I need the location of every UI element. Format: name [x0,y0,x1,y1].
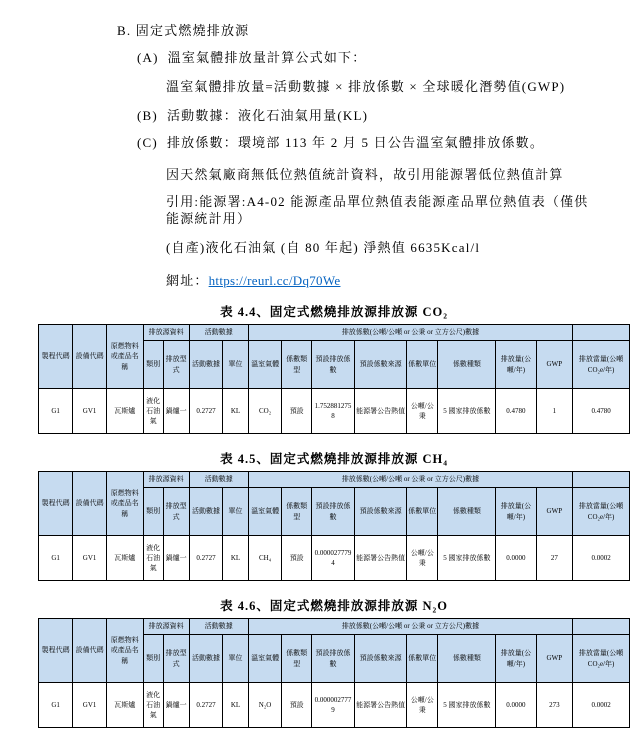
col-header-emission-amount: 排放量(公噸/年) [496,488,536,536]
cell-default-coef: 0.0000277794 [311,536,354,581]
note-paragraph-2: 引用:能源署:A4-02 能源產品單位熱值表能源產品單位熱值表（僅供能源統計用） [166,194,589,226]
cell-coef-source: 能源署公告熱值 [355,536,407,581]
cell-category: 液化石油氣 [143,389,163,434]
col-header-coef-type: 係數類型 [282,635,312,683]
cell-ghg: N₂O [248,683,282,728]
col-header-emission-type: 排放型式 [163,341,189,389]
col-header-blank [573,325,630,341]
col-header-emission-type: 排放型式 [163,488,189,536]
table-section-n2o [38,596,630,728]
table-row [39,389,630,434]
cell-equipment-code: GV1 [73,536,107,581]
col-header-coef-unit: 係數單位 [407,488,438,536]
table-title-ch4: 表 4.5、固定式燃燒排放源排放源 CH₄ [220,452,448,466]
col-header-coef-kind: 係數種類 [438,341,496,389]
col-header-coef-kind: 係數種類 [438,488,496,536]
col-header-ghg: 溫室氣體 [248,635,282,683]
col-header-category: 類別 [143,488,163,536]
url-label: 網址： [166,273,209,288]
item-c-text: 排放係數：環境部 113 年 2 月 5 日公告溫室氣體排放係數。 [166,135,545,150]
cell-emission-amount: 0.4780 [496,389,536,434]
cell-gwp: 273 [536,683,573,728]
cell-material-name: 瓦斯爐 [106,389,143,434]
item-a-text: 溫室氣體排放量計算公式如下： [167,50,367,65]
table-section-co2 [38,302,630,434]
col-header-unit: 單位 [223,488,248,536]
table-row [39,536,630,581]
emissions-table-ch4 [38,471,630,581]
cell-activity-data: 0.2727 [189,389,223,434]
item-b-text: 活動數據：液化石油氣用量(KL) [166,108,369,123]
col-group-source-info: 排放源資料 [143,472,189,488]
col-header-equipment-code: 設備代碼 [73,619,107,683]
col-header-default-coef: 預設排放係數 [311,635,354,683]
col-header-default-coef: 預設排放係數 [311,488,354,536]
col-group-activity-data: 活動數據 [189,472,248,488]
col-header-coef-type: 係數類型 [282,488,312,536]
col-header-category: 類別 [143,341,163,389]
intro-text-block [117,22,597,299]
cell-process-code: G1 [39,536,73,581]
cell-coef-kind: 5 國家排放係數 [438,683,496,728]
reference-link[interactable]: https://reurl.cc/Dq70We [208,273,341,288]
col-group-emission-factor-data: 排放係數(公噸/公噸 or 公秉 or 立方公尺)數據 [248,325,572,341]
note-paragraph-3: (自產)液化石油氣 (自 80 年起) 淨熱值 6635Kcal/l [166,240,481,255]
cell-coef-unit: 公噸/公秉 [407,536,438,581]
col-group-emission-factor-data: 排放係數(公噸/公噸 or 公秉 or 立方公尺)數據 [248,619,572,635]
col-header-material-name: 原燃物料或產品名稱 [106,619,143,683]
cell-default-coef: 1.7528812758 [311,389,354,434]
cell-coef-type: 預設 [282,389,312,434]
item-a-label: (A) [137,50,159,65]
col-header-gwp: GWP [536,488,573,536]
col-header-material-name: 原燃物料或產品名稱 [106,325,143,389]
col-header-category: 類別 [143,635,163,683]
col-header-gwp: GWP [536,341,573,389]
cell-unit: KL [223,389,248,434]
cell-process-code: G1 [39,389,73,434]
col-header-co2e: 排放當量(公噸 CO₂e/年) [573,488,630,536]
cell-coef-source: 能源署公告熱值 [355,683,407,728]
url-line [117,272,597,289]
cell-co2e: 0.0002 [573,683,630,728]
col-header-process-code: 製程代碼 [39,472,73,536]
cell-category: 液化石油氣 [143,683,163,728]
cell-coef-type: 預設 [282,536,312,581]
col-header-equipment-code: 設備代碼 [73,325,107,389]
col-group-emission-factor-data: 排放係數(公噸/公噸 or 公秉 or 立方公尺)數據 [248,472,572,488]
note-paragraph-1: 因天然氣廠商無低位熱值統計資料，故引用能源署低位熱值計算 [166,167,564,182]
cell-coef-source: 能源署公告熱值 [355,389,407,434]
table-title-co2: 表 4.4、固定式燃燒排放源排放源 CO₂ [220,305,448,319]
col-header-activity-data: 活動數據 [189,488,223,536]
cell-equipment-code: GV1 [73,683,107,728]
col-header-co2e: 排放當量(公噸 CO₂e/年) [573,635,630,683]
col-header-unit: 單位 [223,635,248,683]
cell-coef-unit: 公噸/公秉 [407,389,438,434]
section-heading: B. 固定式燃燒排放源 [117,23,250,38]
cell-coef-kind: 5 國家排放係數 [438,389,496,434]
col-header-coef-source: 預設係數來源 [355,488,407,536]
col-header-coef-source: 預設係數來源 [355,635,407,683]
cell-ghg: CO₂ [248,389,282,434]
item-b [117,107,597,124]
col-header-blank [573,619,630,635]
col-header-default-coef: 預設排放係數 [311,341,354,389]
col-header-equipment-code: 設備代碼 [73,472,107,536]
tables-section [38,302,630,733]
col-header-ghg: 溫室氣體 [248,488,282,536]
cell-process-code: G1 [39,683,73,728]
cell-co2e: 0.4780 [573,389,630,434]
cell-activity-data: 0.2727 [189,536,223,581]
cell-material-name: 瓦斯爐 [106,683,143,728]
cell-gwp: 1 [536,389,573,434]
table-section-ch4 [38,449,630,581]
col-header-process-code: 製程代碼 [39,325,73,389]
table-row [39,683,630,728]
cell-activity-data: 0.2727 [189,683,223,728]
col-header-coef-kind: 係數種類 [438,635,496,683]
col-group-activity-data: 活動數據 [189,619,248,635]
col-header-coef-unit: 係數單位 [407,341,438,389]
cell-gwp: 27 [536,536,573,581]
emissions-table-co2 [38,324,630,434]
cell-coef-kind: 5 國家排放係數 [438,536,496,581]
col-header-coef-unit: 係數單位 [407,635,438,683]
cell-emission-type: 鍋爐一 [163,536,189,581]
col-header-activity-data: 活動數據 [189,341,223,389]
cell-unit: KL [223,536,248,581]
col-header-emission-amount: 排放量(公噸/年) [496,341,536,389]
cell-emission-type: 鍋爐一 [163,389,189,434]
table-title-n2o: 表 4.6、固定式燃燒排放源排放源 N₂O [220,599,448,613]
item-b-label: (B) [137,108,158,123]
cell-unit: KL [223,683,248,728]
col-header-coef-type: 係數類型 [282,341,312,389]
cell-ghg: CH₄ [248,536,282,581]
col-header-process-code: 製程代碼 [39,619,73,683]
col-header-activity-data: 活動數據 [189,635,223,683]
col-group-source-info: 排放源資料 [143,619,189,635]
col-header-coef-source: 預設係數來源 [355,341,407,389]
col-group-source-info: 排放源資料 [143,325,189,341]
ghg-formula: 溫室氣體排放量=活動數據 × 排放係數 × 全球暖化潛勢值(GWP) [166,79,566,94]
item-c-label: (C) [137,135,158,150]
col-header-gwp: GWP [536,635,573,683]
col-header-ghg: 溫室氣體 [248,341,282,389]
col-header-emission-type: 排放型式 [163,635,189,683]
cell-category: 液化石油氣 [143,536,163,581]
cell-emission-amount: 0.0000 [496,683,536,728]
item-c [117,134,597,151]
cell-default-coef: 0.0000027779 [311,683,354,728]
col-header-blank [573,472,630,488]
col-header-co2e: 排放當量(公噸 CO₂e/年) [573,341,630,389]
col-header-material-name: 原燃物料或產品名稱 [106,472,143,536]
cell-coef-type: 預設 [282,683,312,728]
cell-material-name: 瓦斯爐 [106,536,143,581]
col-header-unit: 單位 [223,341,248,389]
item-a [117,49,597,66]
cell-coef-unit: 公噸/公秉 [407,683,438,728]
cell-emission-amount: 0.0000 [496,536,536,581]
cell-emission-type: 鍋爐一 [163,683,189,728]
cell-equipment-code: GV1 [73,389,107,434]
col-header-emission-amount: 排放量(公噸/年) [496,635,536,683]
emissions-table-n2o [38,618,630,728]
cell-co2e: 0.0002 [573,536,630,581]
col-group-activity-data: 活動數據 [189,325,248,341]
